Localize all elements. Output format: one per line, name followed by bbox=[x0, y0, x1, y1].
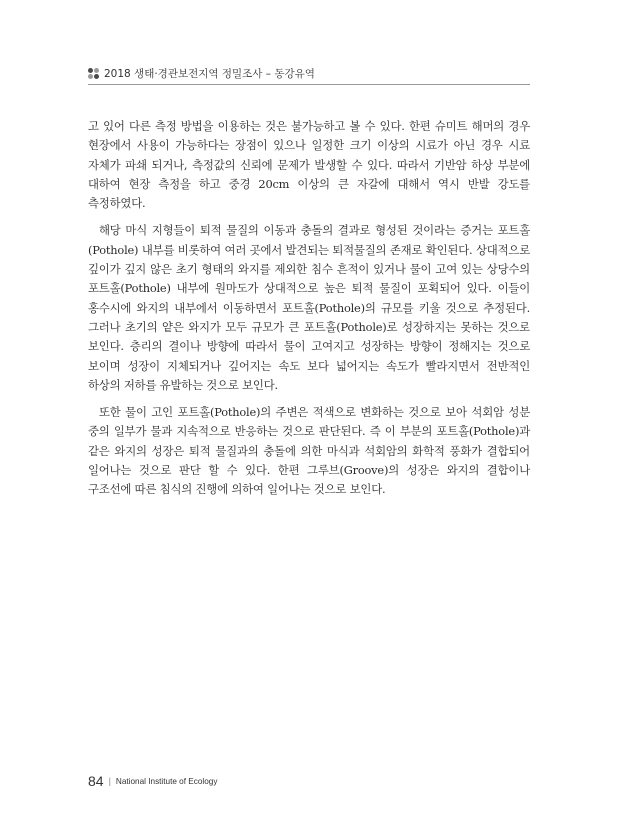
running-header bbox=[88, 66, 315, 80]
footer-separator: | bbox=[108, 776, 111, 786]
page-footer bbox=[88, 773, 217, 789]
paragraph-3: 또한 물이 고인 포트홀(Pothole)의 주변은 적색으로 변화하는 것으로 보아 석회암 성분 중의 일부가 물과 지속적으로 반응하는 것으로 판단된다. 즉 이 부분의 포트홀(Pothole)과 같은 와지의 성장은 퇴적 물질과의 충돌에 의한 마식과 석회암의 화학적 풍화가 결합되어 일어나는 것으로 판단 할 수 있다. 한편 그루브(Groove)의 성장은 와지의 결합이나 구조선에 따른 침식의 진행에 의하여 일어나는 것으로 보인다. bbox=[88, 405, 530, 497]
header-divider bbox=[88, 84, 530, 85]
organization-name: National Institute of Ecology bbox=[115, 776, 218, 786]
page-number: 84 bbox=[88, 773, 104, 789]
body-text bbox=[88, 117, 530, 508]
header-title: 2018 생태·경관보전지역 정밀조사 – 동강유역 bbox=[104, 67, 315, 80]
paragraph-2: 해당 마식 지형들이 퇴적 물질의 이동과 충돌의 결과로 형성된 것이라는 증거는 포트홀(Pothole) 내부를 비롯하여 여러 곳에서 발견되는 퇴적물질의 존재로 확인된다. 상대적으로 깊이가 깊지 않은 초기 형태의 와지를 제외한 침수 흔적이 있거나 물이 고여 있는 상당수의 포트홀(Pothole) 내부에 원마도가 상대적으로 높은 퇴적 물질이 포획되어 있다. 이들이 홍수시에 와지의 내부에서 이동하면서 포트홀(Pothole)의 규모를 키울 것으로 추정된다. 그러나 초기의 얕은 와지가 모두 규모가 큰 포트홀(Pothole)로 성장하지는 못하는 것으로 보인다. 층리의 결이나 방향에 따라서 물이 고여지고 성장하는 방향이 정해지는 것으로 보이며 성장이 지체되거나 깊어지는 속도 보다 넓어지는 속도가 빨라지면서 전반적인 하상의 저하를 유발하는 것으로 보인다. bbox=[88, 223, 530, 392]
dots-icon bbox=[88, 68, 99, 79]
paragraph-1: 고 있어 다른 측정 방법을 이용하는 것은 불가능하고 볼 수 있다. 한편 슈미트 해머의 경우 현장에서 사용이 가능하다는 장점이 있으나 일정한 크기 이상의 시료가 아닌 경우 시료 자체가 파쇄 되거나, 측정값의 신뢰에 문제가 발생할 수 있다. 따라서 기반암 하상 부분에 대하여 현장 측정을 하고 중경 20cm 이상의 큰 자갈에 대해서 역시 반발 강도를 측정하였다. bbox=[88, 119, 530, 211]
